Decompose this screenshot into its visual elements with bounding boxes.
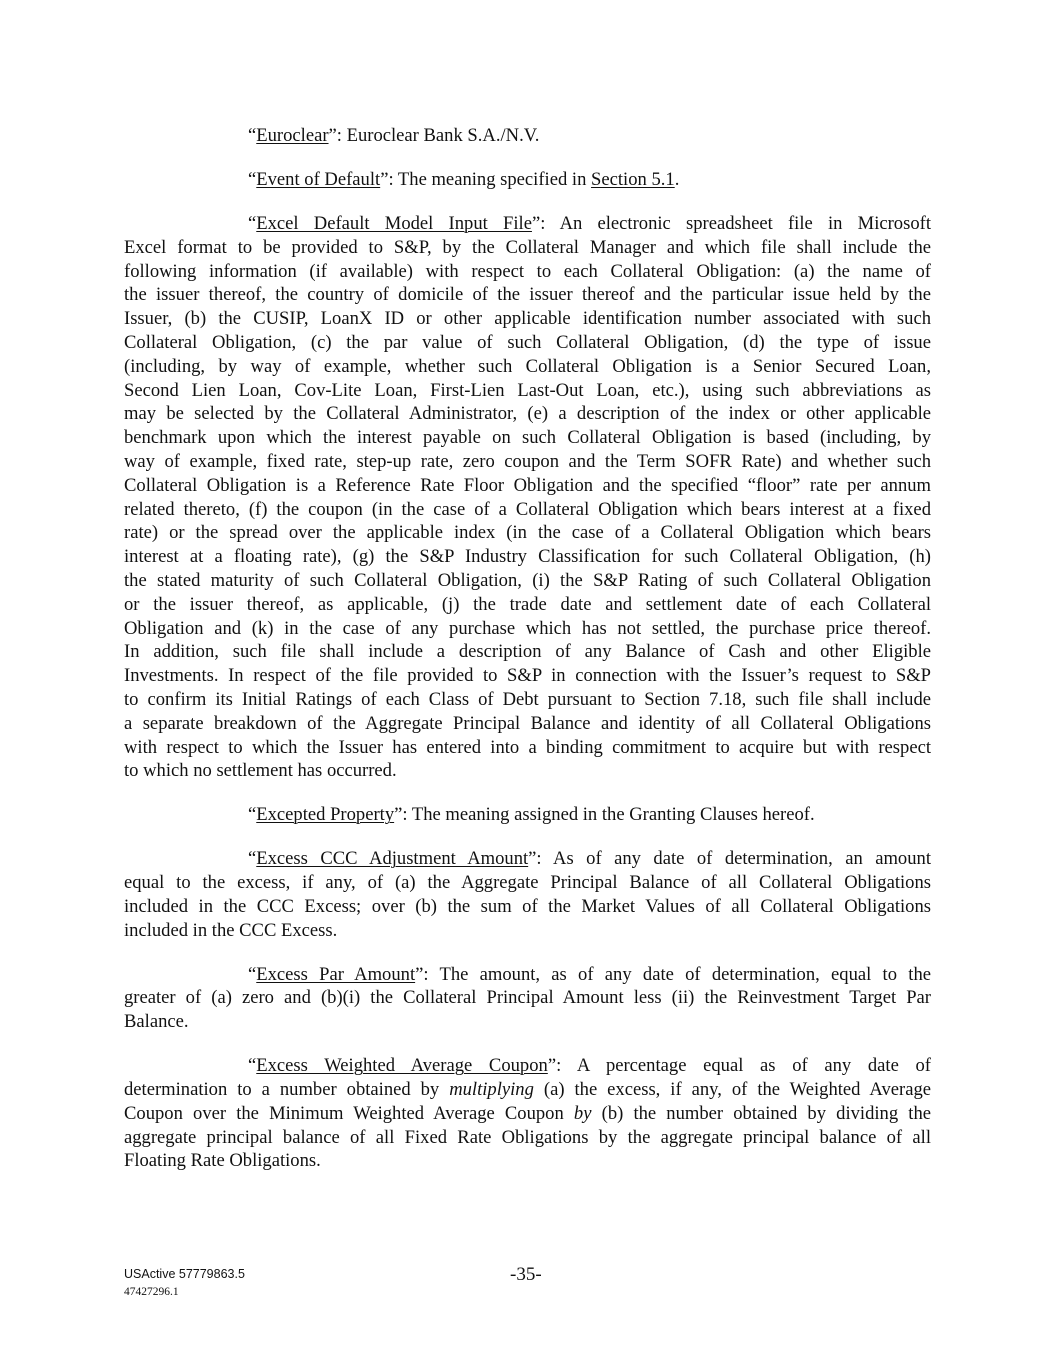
text-segment: included in the CCC Excess. <box>124 919 338 941</box>
text-line <box>124 450 931 474</box>
text-segment: ”: As of any date of determination, an amount <box>528 848 931 870</box>
document-body <box>124 124 931 1193</box>
text-line <box>124 986 931 1010</box>
text-segment: Coupon over the Minimum Weighted Average Coupon <box>124 1102 574 1124</box>
text-line <box>124 379 931 403</box>
text-segment: “ <box>248 212 257 234</box>
text-line <box>124 640 931 664</box>
text-segment: “ <box>248 125 257 146</box>
text-line <box>124 664 931 688</box>
text-segment: related thereto, (f) the coupon (in the case of a Collateral Obligation which bears interest at a fixed <box>124 498 931 520</box>
text-line <box>124 1010 931 1034</box>
footer-doc-id: USActive 57779863.5 <box>124 1267 245 1281</box>
text-segment: the issuer thereof, the country of domicile of the issuer thereof and the particular issue held by the <box>124 284 931 306</box>
text-segment: following information (if available) with respect to each Collateral Obligation: (a) the name of <box>124 260 931 282</box>
text-segment: ”: The meaning assigned in the Granting Clauses hereof. <box>394 804 815 826</box>
text-segment: may be selected by the Collateral Administrator, (e) a description of the index or other applicable <box>124 403 931 425</box>
definition-paragraph <box>124 847 931 942</box>
text-line <box>124 871 931 895</box>
text-segment: (including, by way of example, whether such Collateral Obligation is a Senior Secured Loan, <box>124 355 931 377</box>
emphasis-text: multiplying <box>449 1079 534 1101</box>
definition-paragraph <box>124 803 931 827</box>
text-line <box>124 617 931 641</box>
text-line <box>124 919 931 943</box>
defined-term: Section 5.1 <box>591 168 675 190</box>
text-segment: “ <box>248 168 257 190</box>
text-segment: “ <box>248 804 257 826</box>
text-line <box>124 803 931 827</box>
defined-term: Excess CCC Adjustment Amount <box>256 848 529 870</box>
defined-term: Excepted Property <box>256 804 395 826</box>
text-line <box>124 498 931 522</box>
text-line <box>124 1078 931 1102</box>
footer-doc-id-secondary: 47427296.1 <box>124 1286 179 1298</box>
text-segment: ”: A percentage equal as of any date of <box>547 1055 932 1077</box>
text-segment: Second Lien Loan, Cov-Lite Loan, First-Lien Last-Out Loan, etc.), using such abbreviations as <box>124 379 931 401</box>
text-segment: Obligation and (k) in the case of any purchase which has not settled, the purchase price thereof. <box>124 617 931 639</box>
text-line <box>124 426 931 450</box>
text-segment: (a) the excess, if any, of the Weighted Average <box>533 1079 931 1101</box>
text-line <box>124 759 931 783</box>
text-line <box>124 124 931 148</box>
defined-term: Euroclear <box>256 125 329 146</box>
emphasis-text: by <box>573 1102 592 1124</box>
text-line <box>124 331 931 355</box>
text-segment: benchmark upon which the interest payable on such Collateral Obligation is based (including, by <box>124 427 931 449</box>
defined-term: Excess Weighted Average Coupon <box>256 1055 548 1077</box>
text-line <box>124 1126 931 1150</box>
text-line <box>124 1149 931 1173</box>
text-segment: “ <box>248 848 257 870</box>
text-line <box>124 963 931 987</box>
definition-paragraph <box>124 124 931 148</box>
text-line <box>124 402 931 426</box>
text-segment: rate) or the spread over the applicable index (in the case of a Collateral Obligation which bears <box>124 522 931 544</box>
text-segment: equal to the excess, if any, of (a) the Aggregate Principal Balance of all Collateral Obligations <box>124 872 931 894</box>
text-segment: Issuer, (b) the CUSIP, LoanX ID or other applicable identification number associated with such <box>124 308 931 330</box>
text-segment: to confirm its Initial Ratings of each Class of Debt pursuant to Section 7.18, such file shall include <box>124 688 931 710</box>
text-segment: the stated maturity of such Collateral Obligation, (i) the S&P Rating of such Collateral Obligation <box>124 569 931 591</box>
text-line <box>124 545 931 569</box>
text-segment: Floating Rate Obligations. <box>124 1150 321 1172</box>
text-segment: ”: Euroclear Bank S.A./N.V. <box>328 125 540 146</box>
text-segment: “ <box>248 963 257 985</box>
text-line <box>124 283 931 307</box>
text-segment: Excel format to be provided to S&P, by the Collateral Manager and which file shall include the <box>124 236 931 258</box>
text-segment: with respect to which the Issuer has entered into a binding commitment to acquire but with respect <box>124 736 931 758</box>
defined-term: Excel Default Model Input File <box>256 212 532 234</box>
text-segment: Balance. <box>124 1011 189 1033</box>
text-line <box>124 1102 931 1126</box>
defined-term: Event of Default <box>256 168 381 190</box>
text-segment: “ <box>248 1055 257 1077</box>
text-segment: (b) the number obtained by dividing the <box>591 1102 931 1124</box>
page-number: -35- <box>510 1264 542 1285</box>
text-segment: to which no settlement has occurred. <box>124 760 397 782</box>
text-segment: Collateral Obligation is a Reference Rate Floor Obligation and the specified “floor” rate per annum <box>124 474 931 496</box>
text-segment: Investments. In respect of the file provided to S&P in connection with the Issuer’s request to S&P <box>124 665 931 687</box>
text-segment: ”: An electronic spreadsheet file in Microsoft <box>531 212 931 234</box>
text-line <box>124 1054 931 1078</box>
text-line <box>124 355 931 379</box>
definition-paragraph <box>124 1054 931 1173</box>
text-segment: included in the CCC Excess; over (b) the sum of the Market Values of all Collateral Obligations <box>124 895 931 917</box>
text-line <box>124 236 931 260</box>
text-segment: In addition, such file shall include a description of any Balance of Cash and other Eligible <box>124 641 931 663</box>
text-line <box>124 474 931 498</box>
text-line <box>124 847 931 871</box>
text-line <box>124 569 931 593</box>
definition-paragraph <box>124 212 931 783</box>
text-line <box>124 260 931 284</box>
text-segment: way of example, fixed rate, step-up rate, zero coupon and the Term SOFR Rate) and whether such <box>124 450 931 472</box>
text-segment: ”: The meaning specified in <box>380 168 592 190</box>
text-line <box>124 736 931 760</box>
text-line <box>124 212 931 236</box>
text-segment: ”: The amount, as of any date of determination, equal to the <box>415 963 931 985</box>
text-segment: Collateral Obligation, (c) the par value of such Collateral Obligation, (d) the type of issue <box>124 331 931 353</box>
text-line <box>124 712 931 736</box>
text-line <box>124 307 931 331</box>
definition-paragraph <box>124 168 931 192</box>
text-line <box>124 688 931 712</box>
text-segment: greater of (a) zero and (b)(i) the Collateral Principal Amount less (ii) the Reinvestment Target Par <box>124 987 931 1009</box>
text-segment: determination to a number obtained by <box>124 1079 450 1101</box>
definition-paragraph <box>124 963 931 1034</box>
defined-term: Excess Par Amount <box>256 963 416 985</box>
text-segment: . <box>674 168 680 190</box>
text-line <box>124 521 931 545</box>
text-segment: aggregate principal balance of all Fixed Rate Obligations by the aggregate principal balance of all <box>124 1126 931 1148</box>
text-segment: a separate breakdown of the Aggregate Principal Balance and identity of all Collateral Obligations <box>124 712 931 734</box>
text-segment: or the issuer thereof, as applicable, (j) the trade date and settlement date of each Collateral <box>124 593 931 615</box>
text-line <box>124 593 931 617</box>
text-segment: interest at a floating rate), (g) the S&P Industry Classification for such Collateral Obligation, (h) <box>124 546 931 568</box>
text-line <box>124 168 931 192</box>
text-line <box>124 895 931 919</box>
